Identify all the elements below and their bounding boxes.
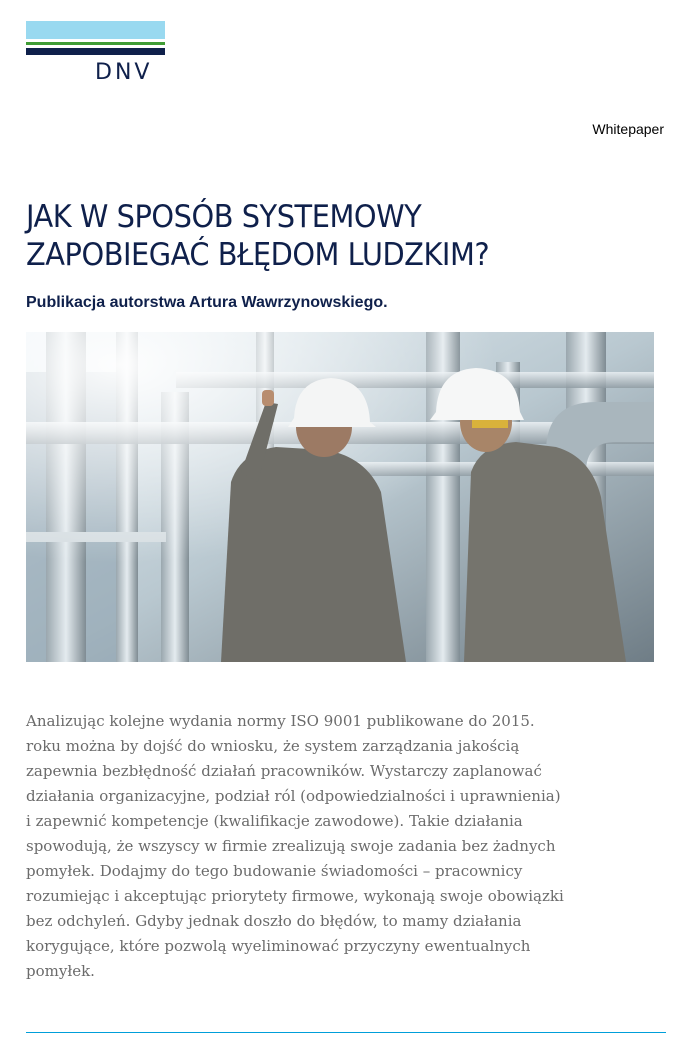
logo-navy-bar [26,48,165,55]
title-line: ZAPOBIEGAĆ BŁĘDOM LUDZKIM? [26,237,490,273]
logo-wordmark: DNV [95,60,153,85]
hero-image-engineers-pipes [26,332,654,662]
text-line: bez odchyleń. Gdyby jednak doszło do błędów, to mamy działania [26,912,522,930]
text-line: działania organizacyjne, podział ról (odpowiedzialności i uprawnienia) [26,787,561,805]
text-line: zapewnia bezbłędność działań pracowników. Wystarczy zaplanować [26,762,542,780]
text-line: Analizując kolejne wydania normy ISO 9001 publikowane do 2015. [26,712,535,730]
dnv-logo [26,21,165,83]
text-line: spowodują, że wszyscy w firmie zrealizują swoje zadania bez żadnych [26,837,556,855]
document-type-label: Whitepaper [592,121,664,137]
logo-green-bar [26,42,165,45]
text-line: rozumiejąc i akceptując priorytety firmowe, wykonają swoje obowiązki [26,887,564,905]
footer-divider [26,1032,666,1033]
text-line: roku można by dojść do wniosku, że system zarządzania jakością [26,737,520,755]
text-line: pomyłek. Dodajmy do tego budowanie świadomości – pracownicy [26,862,523,880]
text-line: pomyłek. [26,962,95,980]
author-byline: Publikacja autorstwa Artura Wawrzynowskiego. [26,294,388,311]
title-line: JAK W SPOSÓB SYSTEMOWY [26,199,422,235]
intro-paragraph [26,709,666,984]
text-line: korygujące, które pozwolą wyeliminować przyczyny ewentualnych [26,937,531,955]
logo-light-bar [26,21,165,39]
text-line: i zapewnić kompetencje (kwalifikacje zawodowe). Takie działania [26,812,523,830]
page-title [26,198,621,274]
